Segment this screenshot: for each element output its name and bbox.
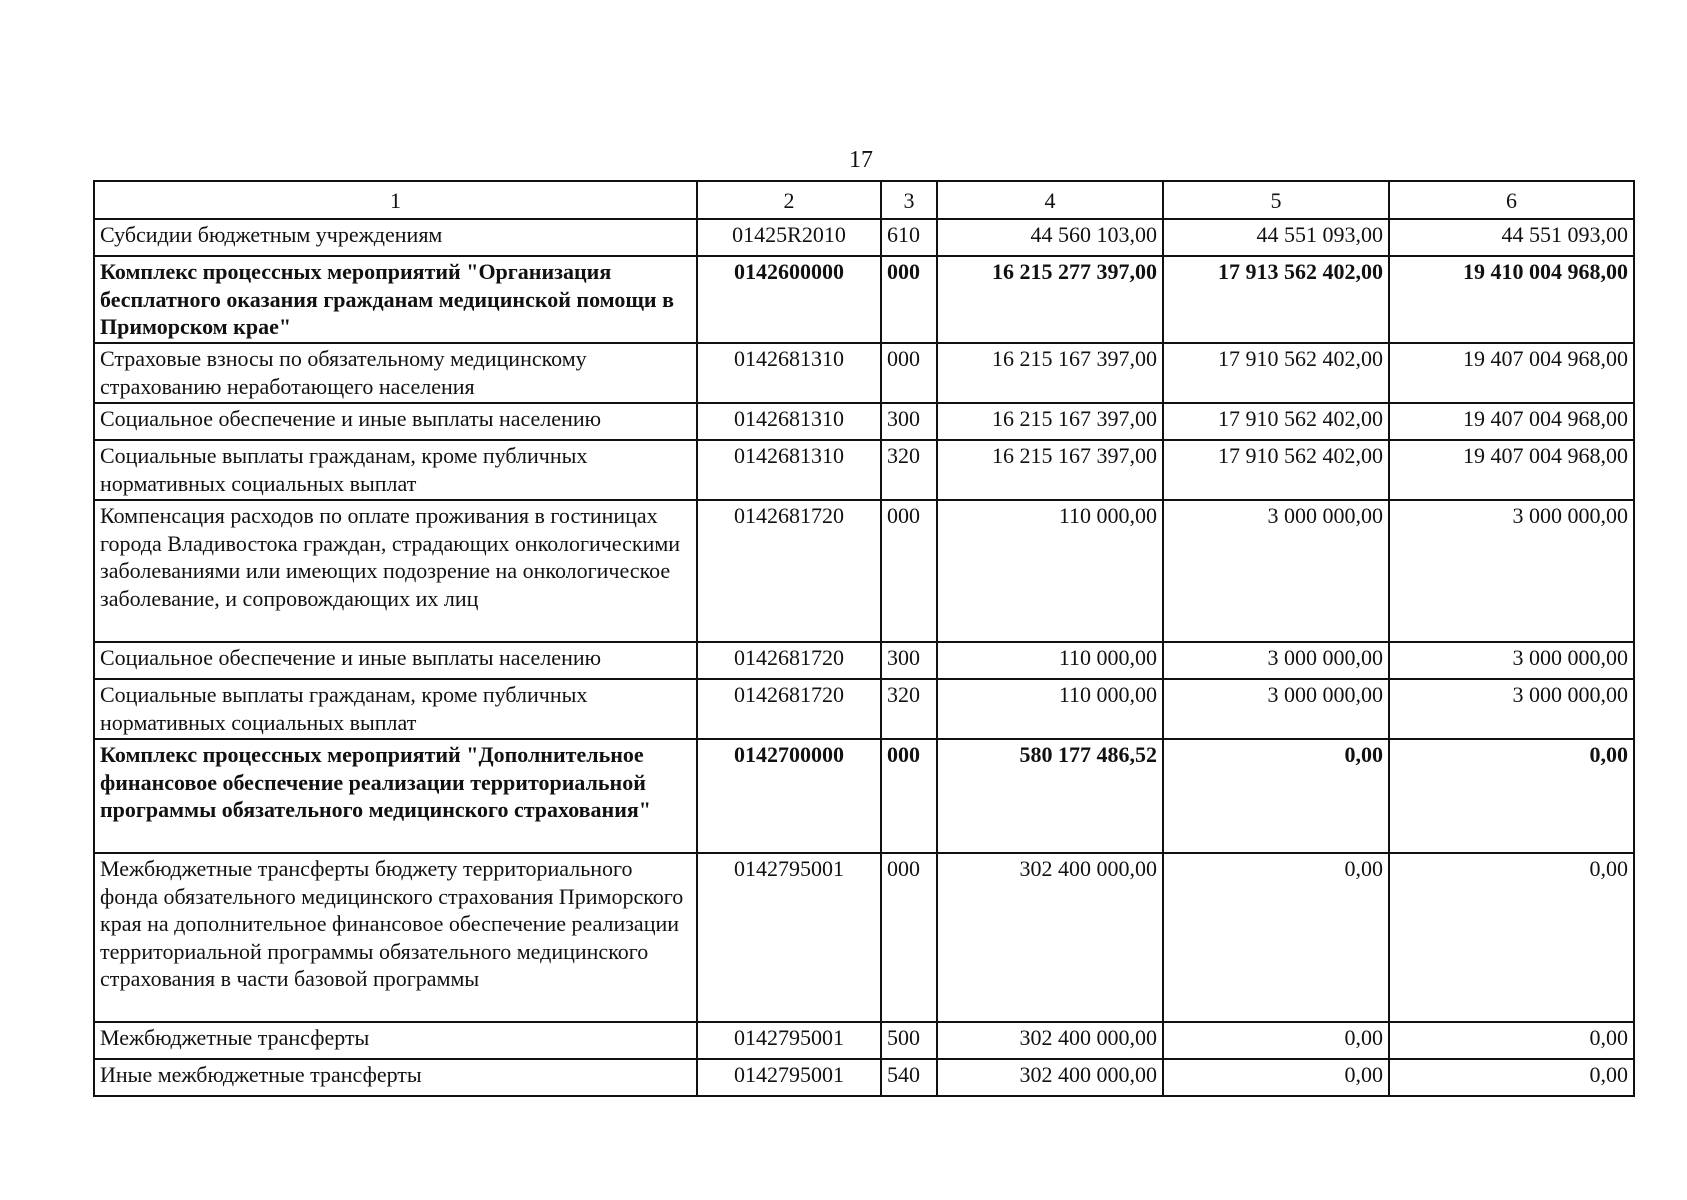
- table-row: [94, 1059, 1634, 1096]
- row-value-col4: 44 560 103,00: [937, 219, 1163, 256]
- row-value-col5: 0,00: [1163, 853, 1389, 1022]
- row-type-cell: 500: [881, 1022, 937, 1059]
- row-code-cell: 0142795001: [697, 1022, 881, 1059]
- row-type-cell: 000: [881, 739, 937, 853]
- row-name-cell: Социальные выплаты гражданам, кроме публичных нормативных социальных выплат: [94, 440, 697, 500]
- row-value-col6: 0,00: [1389, 1022, 1634, 1059]
- column-header: 2: [697, 181, 881, 219]
- table-row: [94, 219, 1634, 256]
- row-name-cell: Социальное обеспечение и иные выплаты населению: [94, 642, 697, 679]
- row-value-col4: 302 400 000,00: [937, 1059, 1163, 1096]
- row-type-cell: 610: [881, 219, 937, 256]
- row-name-cell: Социальное обеспечение и иные выплаты населению: [94, 403, 697, 440]
- row-value-col5: 3 000 000,00: [1163, 679, 1389, 739]
- table-body: [94, 219, 1634, 1096]
- row-value-col6: 0,00: [1389, 853, 1634, 1022]
- row-code-cell: 0142681720: [697, 500, 881, 642]
- row-code-cell: 0142795001: [697, 1059, 881, 1096]
- column-header: 1: [94, 181, 697, 219]
- row-name-cell: Комплекс процессных мероприятий "Дополнительное финансовое обеспечение реализации территориальной программы обязательного медицинского страхования": [94, 739, 697, 853]
- row-type-cell: 000: [881, 343, 937, 403]
- row-name-cell: Межбюджетные трансферты бюджету территориального фонда обязательного медицинского страхования Приморского края на дополнительное финансовое обеспечение реализации территориальной программы обязательного медицинского страхования в части базовой программы: [94, 853, 697, 1022]
- row-code-cell: 0142700000: [697, 739, 881, 853]
- row-value-col4: 16 215 167 397,00: [937, 343, 1163, 403]
- row-value-col6: 19 407 004 968,00: [1389, 343, 1634, 403]
- table-row: [94, 679, 1634, 739]
- row-code-cell: 0142600000: [697, 256, 881, 343]
- row-type-cell: 000: [881, 256, 937, 343]
- table-row: [94, 853, 1634, 1022]
- row-value-col6: 19 407 004 968,00: [1389, 440, 1634, 500]
- row-value-col5: 0,00: [1163, 1022, 1389, 1059]
- row-value-col6: 3 000 000,00: [1389, 679, 1634, 739]
- row-value-col5: 3 000 000,00: [1163, 642, 1389, 679]
- column-header: 3: [881, 181, 937, 219]
- row-code-cell: 0142795001: [697, 853, 881, 1022]
- row-value-col6: 19 410 004 968,00: [1389, 256, 1634, 343]
- page-number: 17: [849, 147, 873, 173]
- row-name-cell: Страховые взносы по обязательному медицинскому страхованию неработающего населения: [94, 343, 697, 403]
- row-name-cell: Иные межбюджетные трансферты: [94, 1059, 697, 1096]
- row-name-cell: Социальные выплаты гражданам, кроме публичных нормативных социальных выплат: [94, 679, 697, 739]
- row-code-cell: 0142681310: [697, 440, 881, 500]
- row-code-cell: 0142681310: [697, 403, 881, 440]
- table-row: [94, 642, 1634, 679]
- table-row: [94, 256, 1634, 343]
- row-value-col4: 302 400 000,00: [937, 853, 1163, 1022]
- table-row: [94, 343, 1634, 403]
- row-type-cell: 000: [881, 500, 937, 642]
- row-type-cell: 320: [881, 440, 937, 500]
- row-value-col5: 17 910 562 402,00: [1163, 440, 1389, 500]
- row-code-cell: 01425R2010: [697, 219, 881, 256]
- row-value-col5: 0,00: [1163, 1059, 1389, 1096]
- table-header-row: [94, 181, 1634, 219]
- row-name-cell: Комплекс процессных мероприятий "Организация бесплатного оказания гражданам медицинской помощи в Приморском крае": [94, 256, 697, 343]
- row-value-col4: 580 177 486,52: [937, 739, 1163, 853]
- column-header: 5: [1163, 181, 1389, 219]
- table-row: [94, 1022, 1634, 1059]
- row-value-col6: 3 000 000,00: [1389, 500, 1634, 642]
- column-header: 6: [1389, 181, 1634, 219]
- row-name-cell: Субсидии бюджетным учреждениям: [94, 219, 697, 256]
- row-value-col4: 110 000,00: [937, 679, 1163, 739]
- row-type-cell: 300: [881, 403, 937, 440]
- row-code-cell: 0142681720: [697, 679, 881, 739]
- row-value-col6: 3 000 000,00: [1389, 642, 1634, 679]
- row-value-col5: 17 913 562 402,00: [1163, 256, 1389, 343]
- row-value-col5: 3 000 000,00: [1163, 500, 1389, 642]
- row-type-cell: 300: [881, 642, 937, 679]
- row-code-cell: 0142681720: [697, 642, 881, 679]
- row-code-cell: 0142681310: [697, 343, 881, 403]
- row-value-col6: 0,00: [1389, 739, 1634, 853]
- row-value-col5: 44 551 093,00: [1163, 219, 1389, 256]
- row-type-cell: 320: [881, 679, 937, 739]
- table-row: [94, 739, 1634, 853]
- row-type-cell: 540: [881, 1059, 937, 1096]
- row-value-col6: 19 407 004 968,00: [1389, 403, 1634, 440]
- row-type-cell: 000: [881, 853, 937, 1022]
- row-value-col6: 44 551 093,00: [1389, 219, 1634, 256]
- row-value-col4: 16 215 167 397,00: [937, 440, 1163, 500]
- row-name-cell: Межбюджетные трансферты: [94, 1022, 697, 1059]
- row-value-col4: 16 215 167 397,00: [937, 403, 1163, 440]
- row-value-col5: 17 910 562 402,00: [1163, 403, 1389, 440]
- row-value-col4: 110 000,00: [937, 642, 1163, 679]
- row-value-col5: 17 910 562 402,00: [1163, 343, 1389, 403]
- table-row: [94, 440, 1634, 500]
- row-value-col4: 110 000,00: [937, 500, 1163, 642]
- row-value-col4: 302 400 000,00: [937, 1022, 1163, 1059]
- table-row: [94, 403, 1634, 440]
- row-value-col4: 16 215 277 397,00: [937, 256, 1163, 343]
- budget-table: [93, 180, 1635, 1097]
- row-value-col5: 0,00: [1163, 739, 1389, 853]
- column-header: 4: [937, 181, 1163, 219]
- row-name-cell: Компенсация расходов по оплате проживания в гостиницах города Владивостока граждан, страдающих онкологическими заболеваниями или имеющих подозрение на онкологическое заболевание, и сопровождающих их лиц: [94, 500, 697, 642]
- row-value-col6: 0,00: [1389, 1059, 1634, 1096]
- table-row: [94, 500, 1634, 642]
